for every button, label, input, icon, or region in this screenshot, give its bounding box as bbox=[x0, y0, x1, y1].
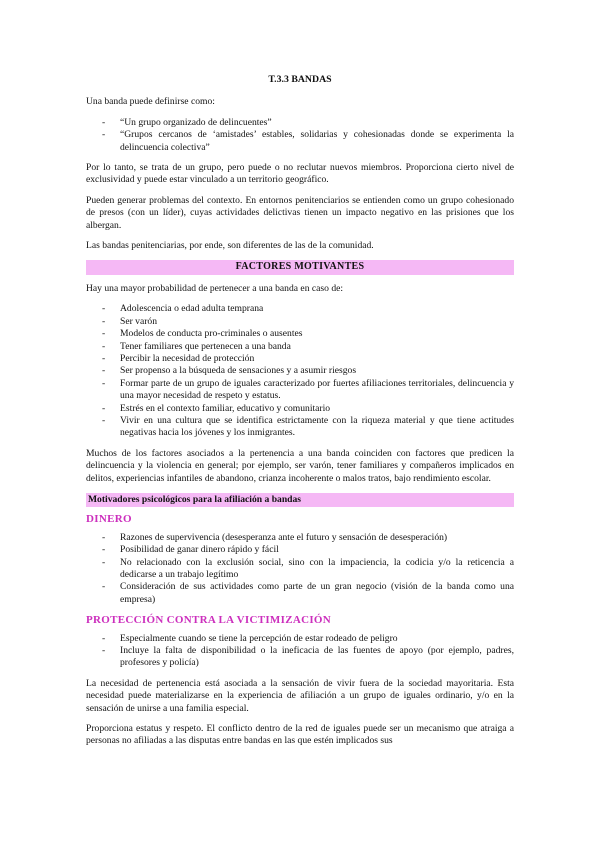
list-item: - Modelos de conducta pro-criminales o ausentes bbox=[86, 328, 514, 340]
list-item: - Adolescencia o edad adulta temprana bbox=[86, 303, 514, 315]
list-item: - Especialmente cuando se tiene la percepción de estar rodeado de peligro bbox=[86, 633, 514, 645]
list-item: - Tener familiares que pertenecen a una banda bbox=[86, 341, 514, 353]
list-item: - Percibir la necesidad de protección bbox=[86, 353, 514, 365]
dinero-list bbox=[86, 532, 514, 606]
paragraph: Proporciona estatus y respeto. El conflicto dentro de la red de iguales puede ser un mecanismo que atraiga a personas no afiliadas a las disputas entre bandas en las que estén implicados sus bbox=[86, 723, 514, 747]
page-title: T.3.3 BANDAS bbox=[268, 74, 332, 85]
heading-proteccion: PROTECCIÓN CONTRA LA VICTIMIZACIÓN bbox=[86, 614, 332, 627]
list-item: - Vivir en una cultura que se identifica estrictamente con la riqueza material y que tiene actitudes negativas hacia los jóvenes y los inmigrantes. bbox=[86, 415, 514, 440]
paragraph: Pueden generar problemas del contexto. En entornos penitenciarios se entienden como un grupo cohesionado de presos (con un líder), cuyas actividades delictivas tienen un impacto negativo en las prisiones que los albergan. bbox=[86, 194, 514, 231]
section-header-motivadores: Motivadores psicológicos para la afiliación a bandas bbox=[86, 493, 514, 507]
list-item: - Formar parte de un grupo de iguales caracterizado por fuertes afiliaciones territoriales, delincuencia y una mayor necesidad de respeto y estatus. bbox=[86, 378, 514, 403]
intro-text: Una banda puede definirse como: bbox=[86, 96, 215, 108]
list-item: - Razones de supervivencia (desesperanza ante el futuro y sensación de desesperación) bbox=[86, 532, 514, 544]
paragraph: Por lo tanto, se trata de un grupo, pero puede o no reclutar nuevos miembros. Proporciona cierto nivel de exclusividad y puede estar vinculado a un territorio geográfico. bbox=[86, 162, 514, 186]
list-item: - Ser propenso a la búsqueda de sensaciones y a asumir riesgos bbox=[86, 365, 514, 377]
list-item: - No relacionado con la exclusión social, sino con la impaciencia, la codicia y/o la reticencia a dedicarse a un trabajo legítimo bbox=[86, 557, 514, 582]
list-item: - “Un grupo organizado de delincuentes” bbox=[86, 117, 514, 129]
heading-dinero: DINERO bbox=[86, 513, 132, 526]
factores-intro: Hay una mayor probabilidad de pertenecer a una banda en caso de: bbox=[86, 282, 344, 294]
list-item: - “Grupos cercanos de ‘amistades’ estables, solidarias y cohesionadas donde se experimenta la delincuencia colectiva” bbox=[86, 129, 514, 154]
paragraph: La necesidad de pertenencia está asociada a la sensación de vivir fuera de la sociedad mayoritaria. Esta necesidad puede materializarse en la experiencia de afiliación a un grupo de iguales ordinario, y/o en la sensación de unirse a una familia especial. bbox=[86, 677, 514, 714]
list-item: - Posibilidad de ganar dinero rápido y fácil bbox=[86, 544, 514, 556]
section-header-factores: FACTORES MOTIVANTES bbox=[86, 260, 514, 274]
paragraph: Muchos de los factores asociados a la pertenencia a una banda coinciden con factores que predicen la delincuencia y la violencia en general; por ejemplo, ser varón, tener familiares y compañeros implicados en delitos, experiencias infantiles de abandono, crianza incoherente o malos tratos, bajo rendimiento escolar. bbox=[86, 447, 514, 484]
list-item: - Estrés en el contexto familiar, educativo y comunitario bbox=[86, 403, 514, 415]
list-item: - Consideración de sus actividades como parte de un gran negocio (visión de la banda como una empresa) bbox=[86, 581, 514, 606]
paragraph: Las bandas penitenciarias, por ende, son diferentes de las de la comunidad. bbox=[86, 240, 374, 252]
proteccion-list bbox=[86, 633, 514, 670]
definitions-list bbox=[86, 117, 514, 154]
list-item: - Ser varón bbox=[86, 316, 514, 328]
factores-list bbox=[86, 303, 514, 439]
list-item: - Incluye la falta de disponibilidad o la ineficacia de las fuentes de apoyo (por ejemplo, padres, profesores y policía) bbox=[86, 645, 514, 670]
